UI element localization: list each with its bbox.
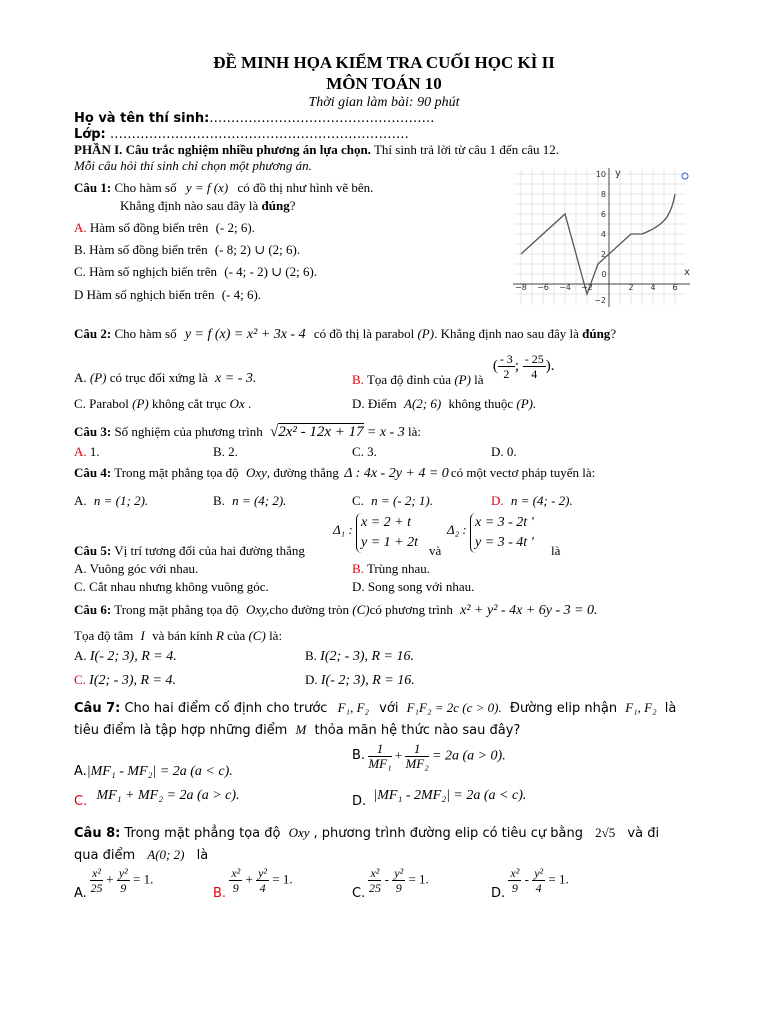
q5-option-a[interactable]: A. Vuông góc với nhau. (74, 561, 199, 576)
svg-text:−2: −2 (594, 296, 606, 305)
q6-stem: Câu 6: Trong mặt phẳng tọa độ Oxy,cho đường tròn (C)có phương trình x² + y² - 4x + 6y - 3 = 0. (74, 602, 598, 618)
svg-text:0: 0 (601, 270, 607, 279)
q2-option-d[interactable]: D. Điểm A(2; 6) không thuộc (P). (352, 396, 537, 411)
svg-text:2: 2 (628, 283, 634, 292)
q2-option-c[interactable]: C. Parabol (P) không cắt trục Ox . (74, 396, 252, 411)
q3-option-a[interactable]: A. 1. (74, 444, 100, 459)
q2-option-a[interactable]: A. (P) có trục đối xứng là x = - 3. (74, 370, 257, 386)
q4-option-c[interactable]: C. n = (- 2; 1). (352, 493, 434, 508)
q5-line-delta2: Δ₂ : x = 3 - 2t ' y = 3 - 4t ' (447, 513, 534, 553)
svg-text:6: 6 (672, 283, 678, 292)
q6-option-c[interactable]: C. I(2; - 3), R = 4. (74, 672, 176, 688)
svg-text:8: 8 (600, 190, 606, 199)
q2-option-b[interactable]: B. Tọa độ đỉnh của (P) là ( $\frac{- 3}{2}$ ; $\frac{- 25}{4}$ ). (352, 352, 555, 387)
q6-option-d[interactable]: D. I(- 2; 3), R = 16. (305, 672, 415, 688)
q2-stem: Câu 2: Cho hàm số y = f (x) = x² + 3x - 4 có đồ thị là parabol (P). Khẳng định nao sau đây là đúng? (74, 326, 617, 342)
q1-option-b[interactable]: B. Hàm số đồng biến trên (- 8; 2) ∪ (2; 6). (74, 242, 301, 257)
svg-text:−4: −4 (559, 283, 571, 292)
svg-text:x: x (684, 267, 690, 278)
student-class-line: Lớp: …………………………………………………………… (74, 127, 409, 142)
q3-option-b[interactable]: B. 2. (213, 444, 238, 459)
svg-text:6: 6 (600, 210, 606, 219)
q5-va: và (429, 543, 442, 558)
q4-option-b[interactable]: B. n = (4; 2). (213, 493, 287, 508)
exam-duration: Thời gian làm bài: 90 phút (308, 95, 460, 110)
q6-option-b[interactable]: B. I(2; - 3), R = 16. (305, 648, 414, 664)
q8-stem: Câu 8: Trong mặt phẳng tọa độ Oxy , phương trình đường elip có tiêu cự bằng 2√5 và đi (74, 825, 660, 841)
q7-option-d[interactable]: D. |MF₁ - 2MF₂| = 2a (a < c). (352, 788, 527, 809)
part1-note: Mỗi câu hỏi thí sinh chỉ chọn một phương án. (74, 158, 312, 173)
q1-function-graph (510, 165, 694, 309)
q5-option-b[interactable]: B. Trùng nhau. (352, 561, 431, 576)
q8-stem-2: qua điểm A(0; 2) là (74, 847, 209, 863)
q6-stem-2: Tọa độ tâm I và bán kính R của (C) là: (74, 628, 283, 643)
q8-option-a[interactable]: A. $\frac{\text{x²}}{25}$ + $\frac{\text{y²}}{9}$ = 1. (74, 866, 154, 902)
q1-stem: Câu 1: Cho hàm số y = f (x) có đồ thị như hình vẽ bên. (74, 180, 374, 195)
q1-option-a[interactable]: A. Hàm số đồng biến trên (- 2; 6). (74, 220, 255, 235)
q7-stem: Câu 7: Cho hai điểm cố định cho trước F₁, F₂ với F₁F₂ = 2c (c > 0). Đường elip nhận F₁, F₂ là (74, 700, 677, 716)
q3-stem: Câu 3: Số nghiệm của phương trình √2x² - 12x + 17 = x - 3 là: (74, 424, 421, 440)
q7-option-b[interactable]: B. $\frac{1}{\text{MF₁}}$ + $\frac{1}{\text{MF₂}}$ = 2a (a > 0). (352, 741, 506, 771)
q3-option-c[interactable]: C. 3. (352, 444, 377, 459)
svg-text:y: y (615, 168, 621, 179)
svg-text:4: 4 (650, 283, 656, 292)
svg-text:−6: −6 (537, 283, 549, 292)
q5-option-d[interactable]: D. Song song với nhau. (352, 579, 475, 594)
exam-title: ĐỀ MINH HỌA KIỂM TRA CUỐI HỌC KÌ II (213, 53, 555, 72)
svg-text:−2: −2 (581, 283, 593, 292)
svg-text:−8: −8 (515, 283, 527, 292)
q8-option-d[interactable]: D. $\frac{\text{x²}}{9}$ - $\frac{\text{y²}}{4}$ = 1. (491, 866, 569, 902)
q4-stem: Câu 4: Trong mặt phẳng tọa độ Oxy, đường thẳng Δ : 4x - 2y + 4 = 0 có một vectơ pháp tuyến là: (74, 465, 596, 481)
part1-heading: PHẦN I. Câu trắc nghiệm nhiều phương án lựa chọn. Thí sinh trả lời từ câu 1 đến câu 12. (74, 142, 559, 157)
svg-text:2: 2 (600, 250, 606, 259)
q8-option-c[interactable]: C. $\frac{\text{x²}}{25}$ - $\frac{\text{y²}}{9}$ = 1. (352, 866, 429, 902)
q7-option-a[interactable]: A.|MF₁ - MF₂| = 2a (a < c). (74, 764, 233, 779)
q5-line-delta1: Δ₁ : x = 2 + t y = 1 + 2t (333, 513, 418, 553)
q4-option-d[interactable]: D. n = (4; - 2). (491, 493, 573, 508)
svg-text:4: 4 (600, 230, 606, 239)
q8-option-b[interactable]: B. $\frac{\text{x²}}{9}$ + $\frac{\text{y²}}{4}$ = 1. (213, 866, 293, 902)
q5-stem: Câu 5: Vị trí tương đối của hai đường thẳng (74, 543, 305, 558)
q1-option-c[interactable]: C. Hàm số nghịch biến trên (- 4; - 2) ∪ (2; 6). (74, 264, 318, 279)
svg-text:10: 10 (595, 170, 606, 179)
q4-option-a[interactable]: A. n = (1; 2). (74, 493, 149, 508)
q6-option-a[interactable]: A. I(- 2; 3), R = 4. (74, 648, 177, 664)
q5-la: là (551, 543, 561, 558)
student-name-line: Họ và tên thí sinh:……………………………………………. (74, 111, 435, 126)
q5-option-c[interactable]: C. Cắt nhau nhưng không vuông góc. (74, 579, 269, 594)
exam-subject: MÔN TOÁN 10 (326, 74, 442, 93)
q7-option-c[interactable]: C. MF₁ + MF₂ = 2a (a > c). (74, 788, 240, 809)
q1-option-d[interactable]: D Hàm số nghịch biến trên (- 4; 6). (74, 287, 262, 302)
q1-stem-2: Khẳng định nào sau đây là đúng? (120, 198, 296, 213)
q7-stem-2: tiêu điểm là tập hợp những điểm M thỏa mãn hệ thức nào sau đây? (74, 722, 521, 738)
q3-option-d[interactable]: D. 0. (491, 444, 517, 459)
